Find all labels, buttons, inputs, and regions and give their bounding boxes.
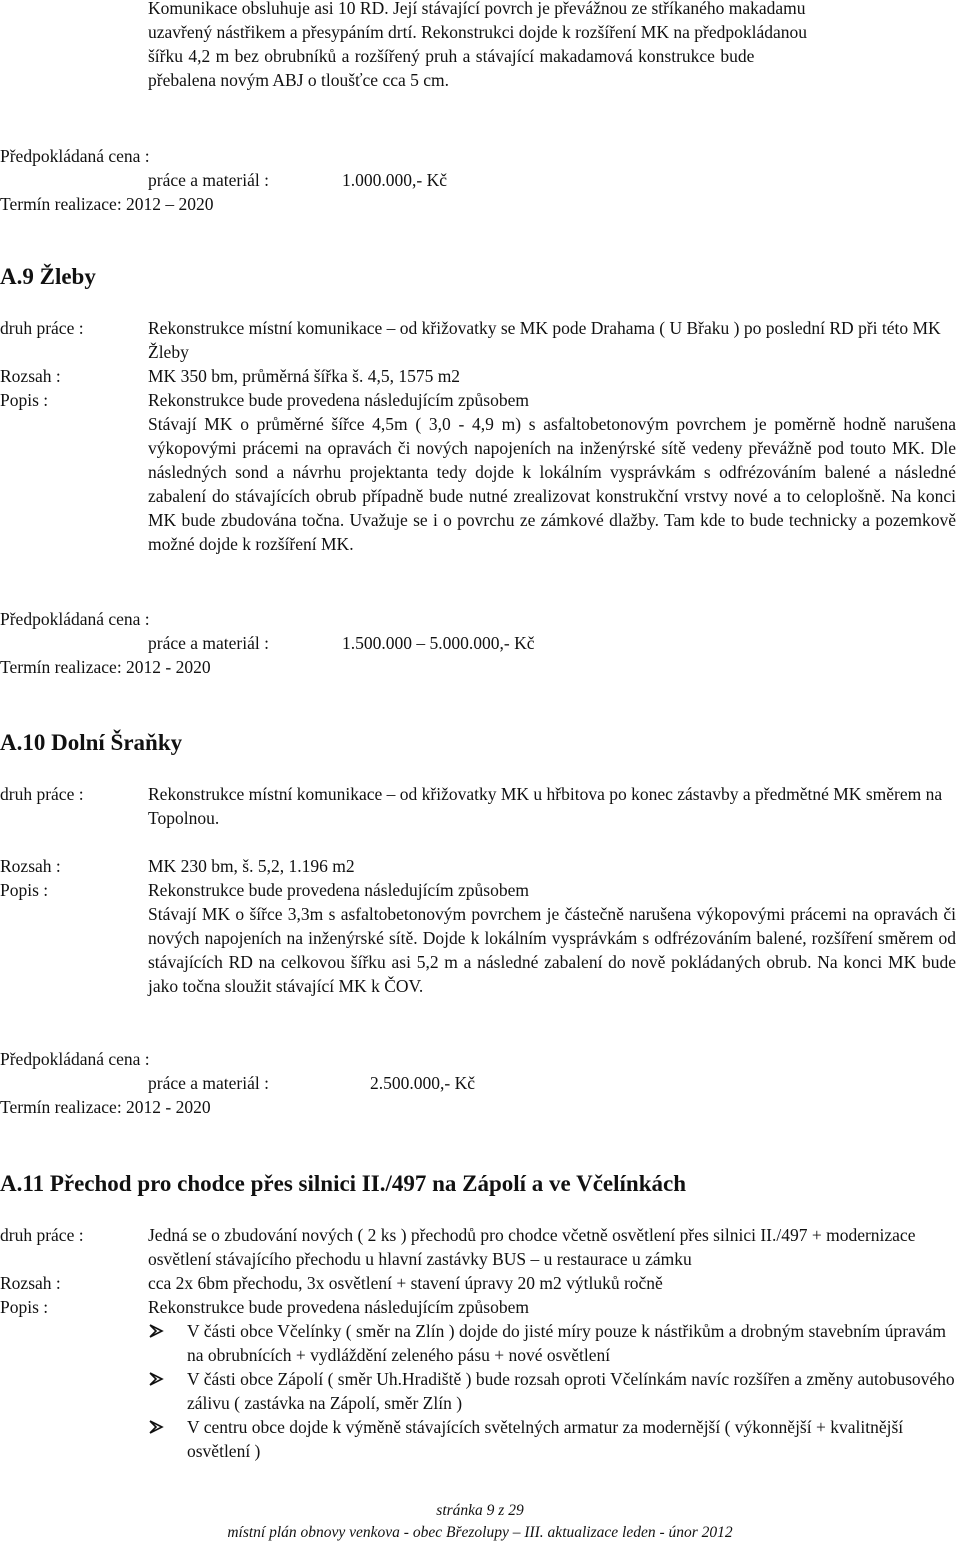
list-item	[148, 1415, 956, 1463]
popis-label: Popis :	[0, 390, 49, 410]
intro-line: přebalena novým ABJ o tloušťce cca 5 cm.	[148, 70, 450, 90]
popis-intro: Rekonstrukce bude provedena následujícím způsobem	[148, 1297, 530, 1317]
price-heading: Předpokládaná cena :	[0, 1049, 150, 1069]
price-heading: Předpokládaná cena :	[0, 146, 150, 166]
intro-line: Komunikace obsluhuje asi 10 RD. Její stávající povrch je převážnou ze stříkaného makadamu	[148, 0, 806, 18]
bullet-list-container	[148, 1319, 956, 1463]
price-value: 1.000.000,- Kč	[342, 170, 447, 190]
term-realization: Termín realizace: 2012 - 2020	[0, 657, 211, 677]
rozsah-label: Rozsah :	[0, 1273, 61, 1293]
section-a10-body	[0, 782, 960, 1022]
price-value: 2.500.000,- Kč	[370, 1073, 475, 1093]
section-a9-price	[0, 607, 960, 679]
rozsah-value: MK 230 bm, š. 5,2, 1.196 m2	[148, 856, 355, 876]
price-label: práce a materiál :	[148, 1073, 269, 1093]
rozsah-value: MK 350 bm, průměrná šířka š. 4,5, 1575 m2	[148, 366, 461, 386]
bullet-text: V části obce Zápolí ( směr Uh.Hradiště ) bude rozsah oproti Včelínkám navíc rozšířen a změny autobusového zálivu ( zastávka na Zápolí, směr Zlín )	[187, 1369, 955, 1413]
intro-paragraph	[148, 0, 956, 92]
popis-label: Popis :	[0, 1297, 49, 1317]
bullet-text: V části obce Včelínky ( směr na Zlín ) dojde do jisté míry pouze k nástřikům a drobným stavebním úpravám na obrubnících + vydláždění zeleného pásu + nové osvětlení	[187, 1321, 946, 1365]
price-value: 1.500.000 – 5.000.000,- Kč	[342, 633, 535, 653]
arrow-bullet-icon	[148, 1367, 164, 1391]
druh-value: Jedná se o zbudování nových ( 2 ks ) přechodů pro chodce včetně osvětlení přes silnici II./497 + modernizace osvětlení stávajícího přechodu u hlavní zastávky BUS – u restaurace u zámku	[148, 1225, 916, 1269]
intro-price	[0, 144, 960, 216]
popis-text: Stávají MK o šířce 3,3m s asfaltobetonovým povrchem je částečně narušena výkopovými prácemi na opravách či nových napojeních na inženýrské sítě. Dojde k lokálním vysprávkám s odfrézováním balené, rozšíření směrem od stávajících RD na celkovou šířku asi 5,2 m a následné zabalení do nově pokládaných obrub. Na konci MK bude jako točna sloužit stávající MK k ČOV.	[148, 904, 956, 996]
price-heading: Předpokládaná cena :	[0, 609, 150, 629]
druh-label: druh práce :	[0, 784, 84, 804]
section-a9-body	[0, 316, 960, 586]
section-title: A.11 Přechod pro chodce přes silnici II./497 na Zápolí a ve Včelínkách	[0, 1171, 686, 1196]
footer-page-number: stránka 9 z 29	[436, 1502, 524, 1519]
popis-intro: Rekonstrukce bude provedena následujícím způsobem	[148, 390, 530, 410]
arrow-bullet-icon	[148, 1415, 164, 1439]
section-title: A.9 Žleby	[0, 264, 96, 289]
footer-document-title: místní plán obnovy venkova - obec Březolupy – III. aktualizace leden - únor 2012	[227, 1524, 733, 1541]
section-a11-body	[0, 1223, 960, 1473]
intro-line: uzavřený nástřikem a přesypáním drtí. Rekonstrukci dojde k rozšíření MK na předpokládanou	[148, 22, 807, 42]
rozsah-value: cca 2x 6bm přechodu, 3x osvětlení + stavení úpravy 20 m2 výtluků ročně	[148, 1273, 663, 1293]
bullet-text: V centru obce dojde k výměně stávajících světelných armatur za modernější ( výkonnější + kvalitnější osvětlení )	[187, 1417, 904, 1461]
price-label: práce a materiál :	[148, 633, 269, 653]
druh-value: Rekonstrukce místní komunikace – od křižovatky se MK pode Drahama ( U Břaku ) po poslední RD při této MK Žleby	[148, 318, 941, 362]
bullet-list	[148, 1319, 956, 1463]
price-label: práce a materiál :	[148, 170, 269, 190]
list-item	[148, 1319, 956, 1367]
arrow-bullet-icon	[148, 1319, 164, 1343]
rozsah-label: Rozsah :	[0, 366, 61, 386]
term-realization: Termín realizace: 2012 - 2020	[0, 1097, 211, 1117]
popis-intro: Rekonstrukce bude provedena následujícím způsobem	[148, 880, 530, 900]
term-realization: Termín realizace: 2012 – 2020	[0, 194, 214, 214]
list-item	[148, 1367, 956, 1415]
popis-text: Stávají MK o průměrné šířce 4,5m ( 3,0 - 4,9 m) s asfaltobetonovým povrchem je poměrně hodně narušena výkopovými prácemi na opravách či nových napojeních na inženýrské sítě vedeny převážně pod touto MK. Dle následných sond a návrhu projektanta tedy dojde k lokálním vysprávkám s odfrézováním balené a následné zabalení do stávajících obrub případně bude nutné zrealizovat konstrukční vrstvy nové a to celoplošně. Na konci MK bude zbudována točna. Uvažuje se i o povrchu ze zámkové dlažby. Tam kde to bude technicky a pozemkově možné dojde k rozšíření MK.	[148, 414, 956, 554]
popis-label: Popis :	[0, 880, 49, 900]
rozsah-label: Rozsah :	[0, 856, 61, 876]
section-title: A.10 Dolní Šraňky	[0, 730, 183, 755]
druh-value: Rekonstrukce místní komunikace – od křižovatky MK u hřbitova po konec zástavby a předmětné MK směrem na Topolnou.	[148, 784, 943, 828]
druh-label: druh práce :	[0, 1225, 84, 1245]
intro-line: šířku 4,2 m bez obrubníků a rozšířený pruh a stávající makadamová konstrukce bude	[148, 46, 755, 66]
druh-label: druh práce :	[0, 318, 84, 338]
section-a10-price	[0, 1047, 960, 1119]
